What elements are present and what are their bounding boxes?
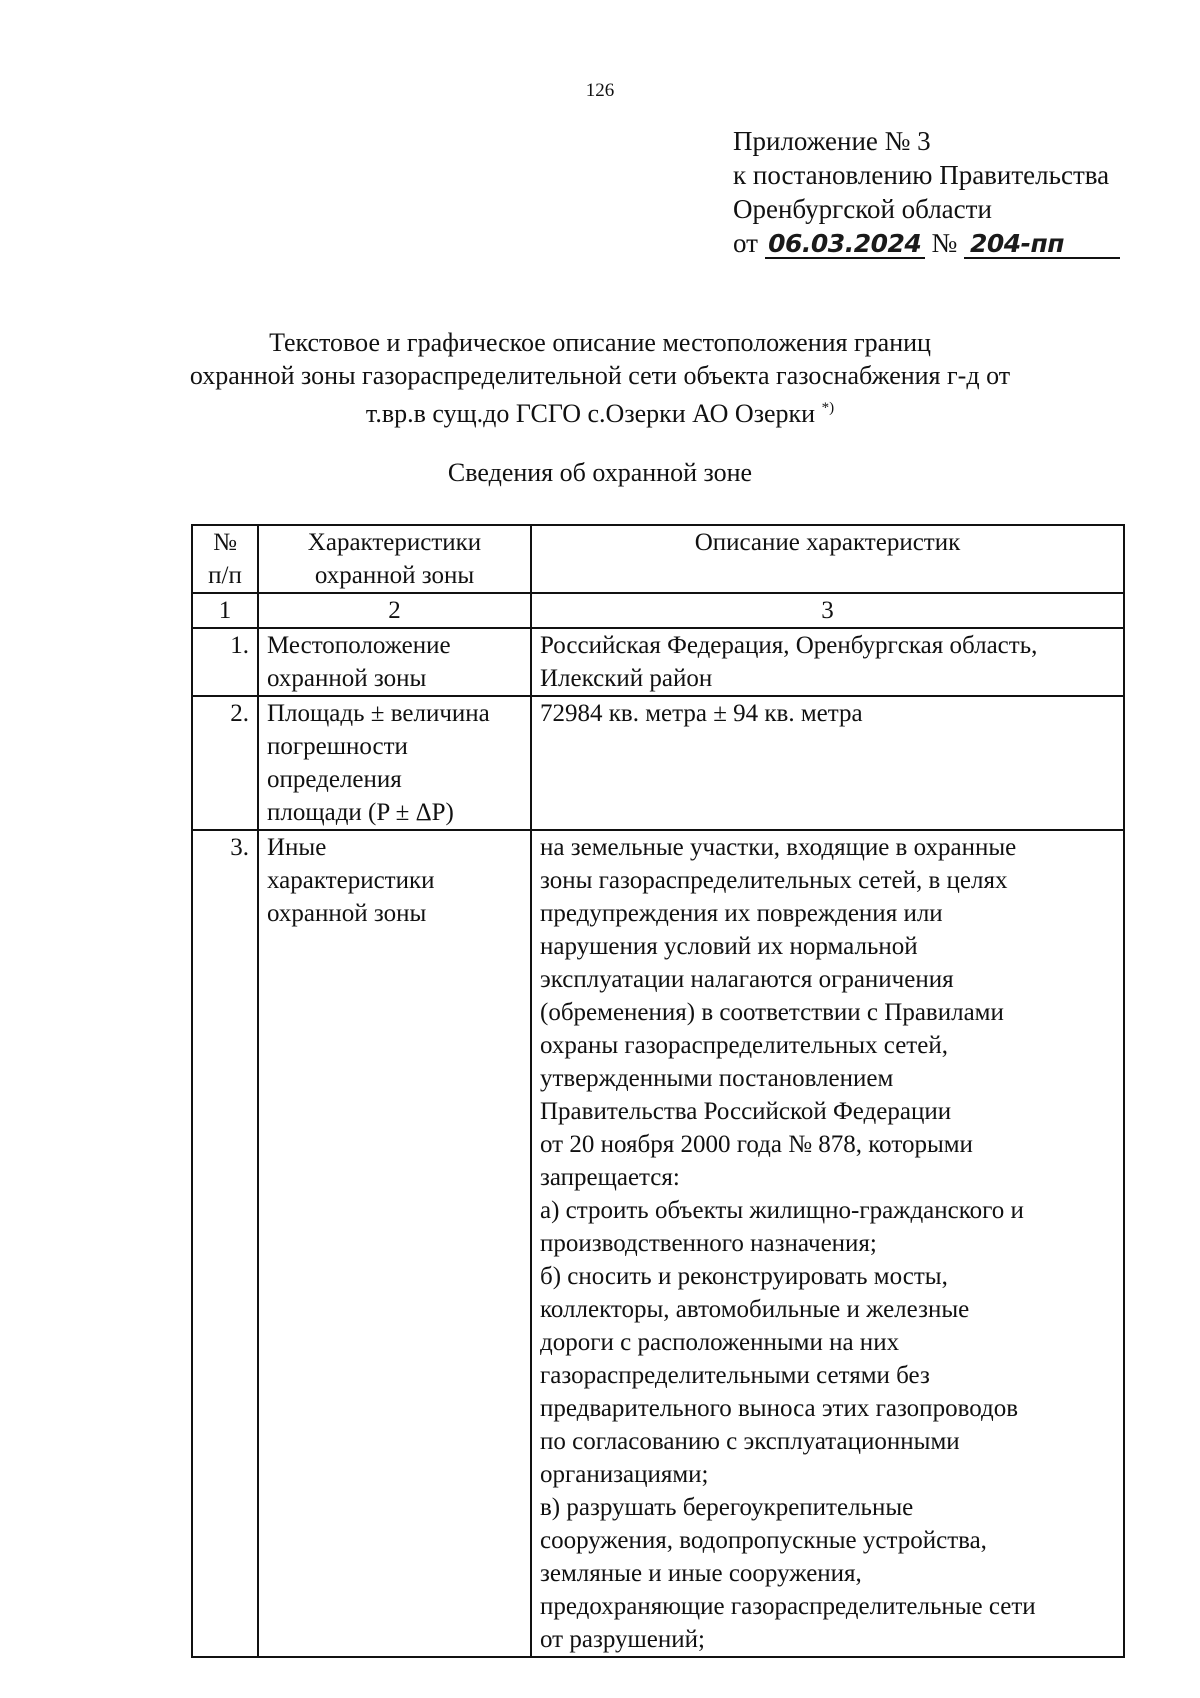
appendix-from-label: от (733, 228, 758, 258)
footnote-mark: *) (821, 400, 835, 416)
row-characteristic (258, 628, 531, 696)
cell-line: на земельные участки, входящие в охранные (540, 834, 1017, 861)
index-cell: 1 (192, 593, 258, 628)
cell-line: б) сносить и реконструировать мосты, (540, 1263, 948, 1290)
appendix-block (733, 124, 1120, 260)
cell-line: коллекторы, автомобильные и железные (540, 1296, 970, 1323)
cell-line: определения (267, 766, 402, 793)
row-description (531, 696, 1124, 830)
row-characteristic (258, 830, 531, 1657)
index-cell: 3 (531, 593, 1124, 628)
cell-line: в) разрушать берегоукрепительные (540, 1494, 914, 1521)
cell-line: организациями; (540, 1461, 709, 1488)
cell-line: Площадь ± величина (267, 700, 490, 727)
cell-line: 72984 кв. метра ± 94 кв. метра (540, 700, 863, 727)
protection-zone-table (191, 524, 1125, 1658)
title-line-2: охранной зоны газораспределительной сети объекта газоснабжения г-д от (189, 361, 1011, 390)
cell-line: а) строить объекты жилищно-гражданского и (540, 1197, 1024, 1224)
cell-line: земляные и иные сооружения, (540, 1560, 862, 1587)
cell-line: Правительства Российской Федерации (540, 1098, 952, 1125)
header-col-number (192, 525, 258, 593)
appendix-line-2: к постановлению Правительства (733, 160, 1110, 190)
cell-line: предупреждения их повреждения или (540, 900, 943, 927)
cell-line: Иные (267, 834, 327, 861)
cell-line: Местоположение (267, 632, 451, 659)
cell-line: газораспределительными сетями без (540, 1362, 930, 1389)
table-row (192, 830, 1124, 1657)
row-number: 1. (192, 628, 258, 696)
cell-line: от 20 ноября 2000 года № 878, которыми (540, 1131, 973, 1158)
page-number: 126 (585, 80, 615, 101)
cell-line: производственного назначения; (540, 1230, 877, 1257)
row-characteristic (258, 696, 531, 830)
table-row (192, 696, 1124, 830)
index-cell: 2 (258, 593, 531, 628)
appendix-number-label: № (931, 228, 958, 258)
title-line-3-text: т.вр.в сущ.до ГСГО с.Озерки АО Озерки (365, 399, 816, 428)
row-number: 2. (192, 696, 258, 830)
row-description (531, 628, 1124, 696)
appendix-line-1: Приложение № 3 (733, 126, 931, 156)
title-line-3 (0, 392, 1200, 430)
cell-line: эксплуатации налагаются ограничения (540, 966, 954, 993)
table-header-row (192, 525, 1124, 593)
cell-line: охранной зоны (267, 900, 427, 927)
cell-line: зоны газораспределительных сетей, в целях (540, 867, 1008, 894)
header-text: охранной зоны (314, 562, 475, 589)
row-description (531, 830, 1124, 1657)
cell-line: дороги с расположенными на них (540, 1329, 900, 1356)
cell-line: погрешности (267, 733, 408, 760)
handwritten-number: 204-пп (964, 231, 1120, 259)
cell-line: охранной зоны (267, 665, 427, 692)
cell-line: нарушения условий их нормальной (540, 933, 918, 960)
title-line-1: Текстовое и графическое описание местоположения границ (269, 328, 931, 357)
section-title: Сведения об охранной зоне (447, 458, 753, 487)
cell-line: от разрушений; (540, 1626, 705, 1653)
appendix-line-3: Оренбургской области (733, 194, 992, 224)
cell-line: предохраняющие газораспределительные сети (540, 1593, 1036, 1620)
cell-line: Российская Федерация, Оренбургская область, (540, 632, 1038, 659)
cell-line: площади (P ± ΔP) (267, 799, 454, 826)
handwritten-date: 06.03.2024 (765, 231, 925, 259)
header-text: Характеристики (307, 529, 482, 556)
header-text: п/п (208, 562, 242, 589)
cell-line: сооружения, водопропускные устройства, (540, 1527, 987, 1554)
table-index-row (192, 593, 1124, 628)
cell-line: (обременения) в соответствии с Правилами (540, 999, 1004, 1026)
cell-line: предварительного выноса этих газопроводов (540, 1395, 1019, 1422)
header-text: № (213, 529, 237, 556)
appendix-date-line (733, 226, 1120, 260)
table-row (192, 628, 1124, 696)
header-col-characteristics (258, 525, 531, 593)
cell-line: утвержденными постановлением (540, 1065, 894, 1092)
header-text: Описание характеристик (694, 529, 961, 556)
cell-line: охраны газораспределительных сетей, (540, 1032, 948, 1059)
header-col-description (531, 525, 1124, 593)
row-number: 3. (192, 830, 258, 1657)
cell-line: характеристики (267, 867, 435, 894)
cell-line: Илекский район (540, 665, 713, 692)
cell-line: по согласованию с эксплуатационными (540, 1428, 960, 1455)
document-title (0, 326, 1200, 430)
cell-line: запрещается: (540, 1164, 680, 1191)
